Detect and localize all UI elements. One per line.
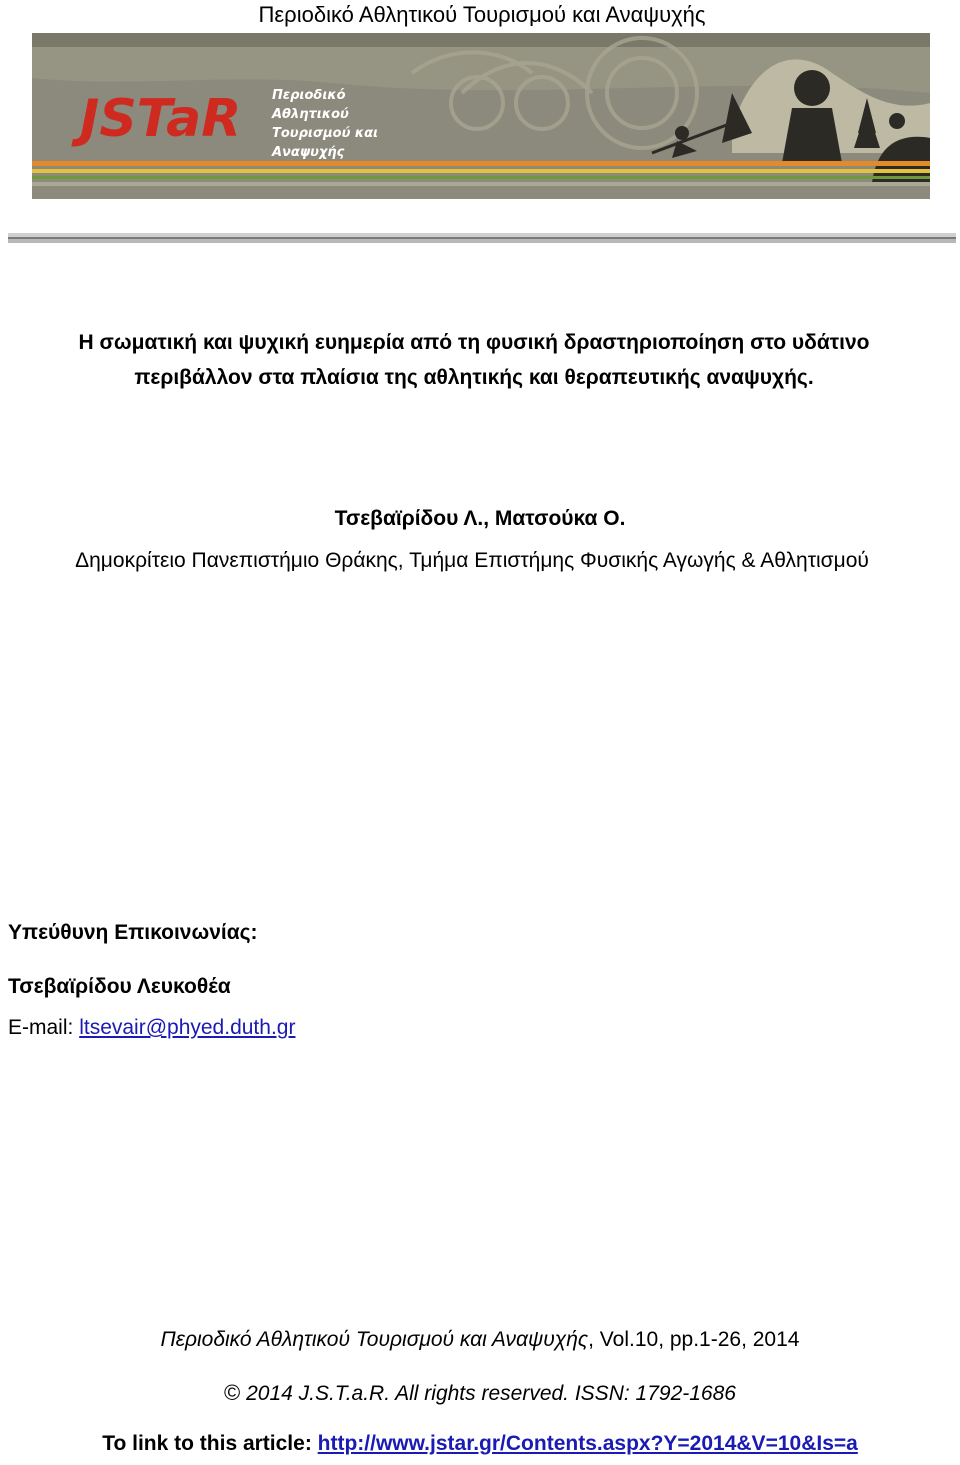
contact-heading: Υπεύθυνη Επικοινωνίας: (8, 921, 258, 944)
article-authors: Τσεβαϊρίδου Λ., Ματσούκα Ο. (334, 507, 626, 530)
running-header: Περιοδικό Αθλητικού Τουρισμού και Αναψυχής (258, 2, 706, 27)
svg-text:JSTaR: JSTaR (80, 89, 242, 149)
article-title (0, 325, 948, 395)
journal-banner (32, 33, 930, 199)
contact-name: Τσεβαϊρίδου Λευκοθέα (8, 975, 231, 998)
citation-line (0, 1325, 960, 1355)
svg-text:Τουρισμού και: Τουρισμού και (272, 126, 379, 141)
header-divider (8, 233, 956, 243)
email-link[interactable]: ltsevair@phyed.duth.gr (79, 1016, 296, 1039)
banner-top-band (32, 33, 930, 47)
contact-email-row (8, 1013, 295, 1043)
svg-text:Περιοδικό: Περιοδικό (272, 88, 346, 103)
copyright-text: 2014 J.S.T.a.R. All rights reserved. ISSN: 1792-1686 (240, 1382, 736, 1405)
svg-text:Αναψυχής: Αναψυχής (272, 145, 345, 160)
article-url-link[interactable]: http://www.jstar.gr/Contents.aspx?Y=2014&V=10&Is=a (317, 1432, 858, 1455)
article-link-line (0, 1429, 960, 1459)
citation-volume: , Vol.10, pp.1-26, 2014 (588, 1328, 800, 1351)
email-label: E-mail: (8, 1016, 74, 1039)
svg-text:Αθλητικού: Αθλητικού (272, 107, 349, 122)
jstar-logo (71, 89, 241, 149)
article-link-label: To link to this article: (102, 1432, 318, 1455)
banner-graphic (32, 33, 930, 199)
citation-journal: Περιοδικό Αθλητικού Τουρισμού και Αναψυχής (160, 1328, 589, 1351)
article-title-line-2: περιβάλλον στα πλαίσια της αθλητικής και θεραπευτικής αναψυχής. (134, 366, 814, 389)
author-affiliation: Δημοκρίτειο Πανεπιστήμιο Θράκης, Τμήμα Επιστήμης Φυσικής Αγωγής & Αθλητισμού (75, 549, 869, 572)
copyright-line (0, 1378, 960, 1409)
copyright-icon: © (224, 1380, 241, 1405)
article-title-line-1: Η σωματική και ψυχική ευημερία από τη φυσική δραστηριοποίηση στο υδάτινο (78, 331, 870, 354)
